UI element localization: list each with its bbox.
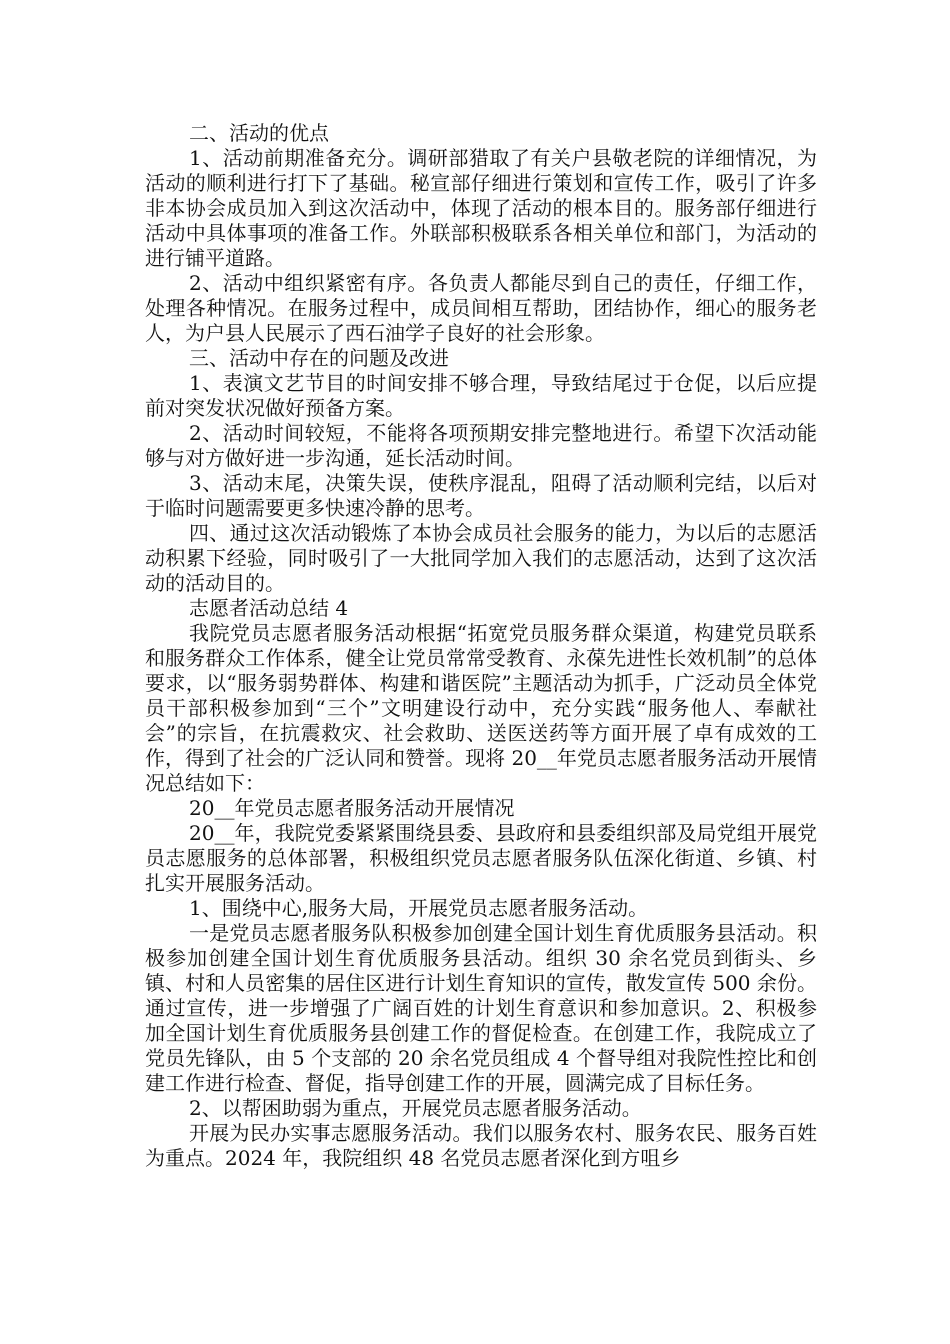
paragraph: 2、活动时间较短，不能将各项预期安排完整地进行。希望下次活动能够与对方做好进一步沟通，延长活动时间。 bbox=[145, 421, 817, 470]
paragraph: 我院党员志愿者服务活动根据“拓宽党员服务群众渠道，构建党员联系和服务群众工作体系，健全让党员常常受教育、永葆先进性长效机制”的总体要求，以“服务弱势群体、构建和谐医院”主题活动为抓手，广泛动员全体党员干部积极参加到“三个”文明建设行动中，充分实践“服务他人、奉献社会”的宗旨，在抗震救灾、社会救助、送医送药等方面开展了卓有成效的工作，得到了社会的广泛认同和赞誉。现将 20__年党员志愿者服务活动开展情况总结如下： bbox=[145, 621, 817, 795]
paragraph: 20__年党员志愿者服务活动开展情况 bbox=[189, 796, 515, 820]
paragraph: 开展为民办实事志愿服务活动。我们以服务农村、服务农民、服务百姓为重点。2024 年，我院组织 48 名党员志愿者深化到方咀乡 bbox=[145, 1121, 817, 1170]
paragraph: 3、活动末尾，决策失误，使秩序混乱，阻碍了活动顺利完结，以后对于临时问题需要更多快速冷静的思考。 bbox=[145, 471, 817, 520]
document-body bbox=[145, 121, 817, 1171]
paragraph: 1、围绕中心,服务大局，开展党员志愿者服务活动。 bbox=[189, 896, 649, 920]
paragraph: 四、通过这次活动锻炼了本协会成员社会服务的能力，为以后的志愿活动积累下经验，同时吸引了一大批同学加入我们的志愿活动，达到了这次活动的活动目的。 bbox=[145, 521, 817, 595]
paragraph: 1、表演文艺节目的时间安排不够合理，导致结尾过于仓促，以后应提前对突发状况做好预备方案。 bbox=[145, 371, 817, 420]
paragraph: 三、活动中存在的问题及改进 bbox=[189, 346, 449, 370]
paragraph: 1、活动前期准备充分。调研部猎取了有关户县敬老院的详细情况，为活动的顺利进行打下了基础。秘宣部仔细进行策划和宣传工作，吸引了许多非本协会成员加入到这次活动中，体现了活动的根本目的。服务部仔细进行活动中具体事项的准备工作。外联部积极联系各相关单位和部门，为活动的进行铺平道路。 bbox=[145, 146, 817, 270]
paragraph: 二、活动的优点 bbox=[189, 121, 329, 145]
paragraph: 一是党员志愿者服务队积极参加创建全国计划生育优质服务县活动。积极参加创建全国计划生育优质服务县活动。组织 30 余名党员到街头、乡镇、村和人员密集的居住区进行计划生育知识的宣传，散发宣传 500 余份。通过宣传，进一步增强了广阔百姓的计划生育意识和参加意识。2、积极参加全国计划生育优质服务县创建工作的督促检查。在创建工作，我院成立了党员先锋队，由 5 个支部的 20 余名党员组成 4 个督导组对我院性控比和创建工作进行检查、督促，指导创建工作的开展，圆满完成了目标任务。 bbox=[145, 921, 817, 1095]
paragraph: 20__年，我院党委紧紧围绕县委、县政府和县委组织部及局党组开展党员志愿服务的总体部署，积极组织党员志愿者服务队伍深化街道、乡镇、村扎实开展服务活动。 bbox=[145, 821, 817, 895]
paragraph: 2、以帮困助弱为重点，开展党员志愿者服务活动。 bbox=[189, 1096, 642, 1120]
paragraph: 志愿者活动总结 4 bbox=[189, 596, 349, 620]
paragraph: 2、活动中组织紧密有序。各负责人都能尽到自己的责任，仔细工作，处理各种情况。在服务过程中，成员间相互帮助，团结协作，细心的服务老人，为户县人民展示了西石油学子良好的社会形象。 bbox=[145, 271, 817, 345]
